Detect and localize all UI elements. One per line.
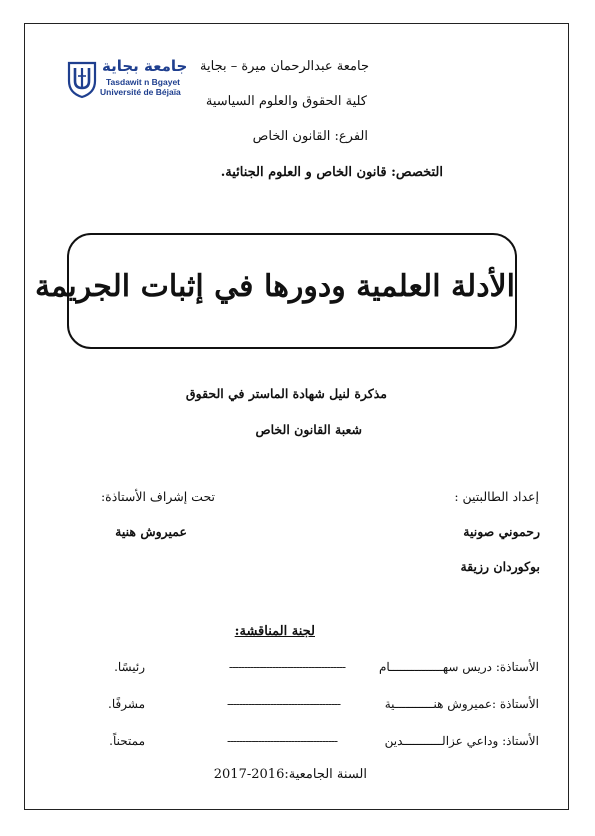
logo-french-text: Université de Béjaïa — [100, 87, 181, 97]
logo-arabic-text: جامعة بجاية — [102, 57, 188, 75]
logo-kabyle-text: Tasdawit n Bgayet — [106, 77, 180, 87]
committee-member-1-role: رئيسًا. — [114, 660, 145, 674]
memo-description: مذكرة لنيل شهادة الماستر في الحقوق — [185, 386, 387, 401]
committee-member-1-dashes: -------------------------------------- — [228, 660, 345, 674]
thesis-title-box — [34, 233, 517, 349]
committee-member-3-dashes: ------------------------------------ — [227, 734, 337, 748]
committee-heading: لجنة المناقشة: — [234, 624, 315, 639]
university-emblem-icon — [66, 59, 98, 99]
student-name-1: رحموني صونية — [463, 524, 540, 539]
committee-member-2-title: الأستاذة :عميروش هنـــــــــــية — [384, 697, 539, 711]
track-line: شعبة القانون الخاص — [255, 422, 362, 437]
committee-member-3-role: ممتحناً. — [109, 734, 145, 748]
committee-member-1-title: الأستاذة: دريس سهـــــــــــــــام — [379, 660, 539, 674]
specialty-line: التخصص: قانون الخاص و العلوم الجنائية. — [220, 165, 443, 180]
branch-line: الفرع: القانون الخاص — [252, 129, 368, 144]
supervisor-name: عميروش هنية — [115, 524, 187, 539]
committee-member-3-title: الأستاذ: وداعي عزالـــــــــــدين — [384, 734, 539, 748]
committee-member-2-dashes: ------------------------------------- — [226, 697, 340, 711]
university-logo — [66, 57, 186, 105]
academic-year: السنة الجامعية:2016-2017 — [213, 767, 367, 782]
thesis-title: الأدلة العلمية ودورها في إثبات الجريمة — [34, 269, 515, 304]
committee-member-2-role: مشرفًا. — [108, 697, 145, 711]
faculty-name: كلية الحقوق والعلوم السياسية — [205, 94, 367, 109]
students-label: إعداد الطالبتين : — [454, 489, 539, 504]
supervisor-label: تحت إشراف الأستاذة: — [100, 489, 215, 504]
student-name-2: بوكوردان رزيقة — [460, 559, 540, 574]
university-name: جامعة عبدالرحمان ميرة – بجاية — [200, 59, 369, 74]
